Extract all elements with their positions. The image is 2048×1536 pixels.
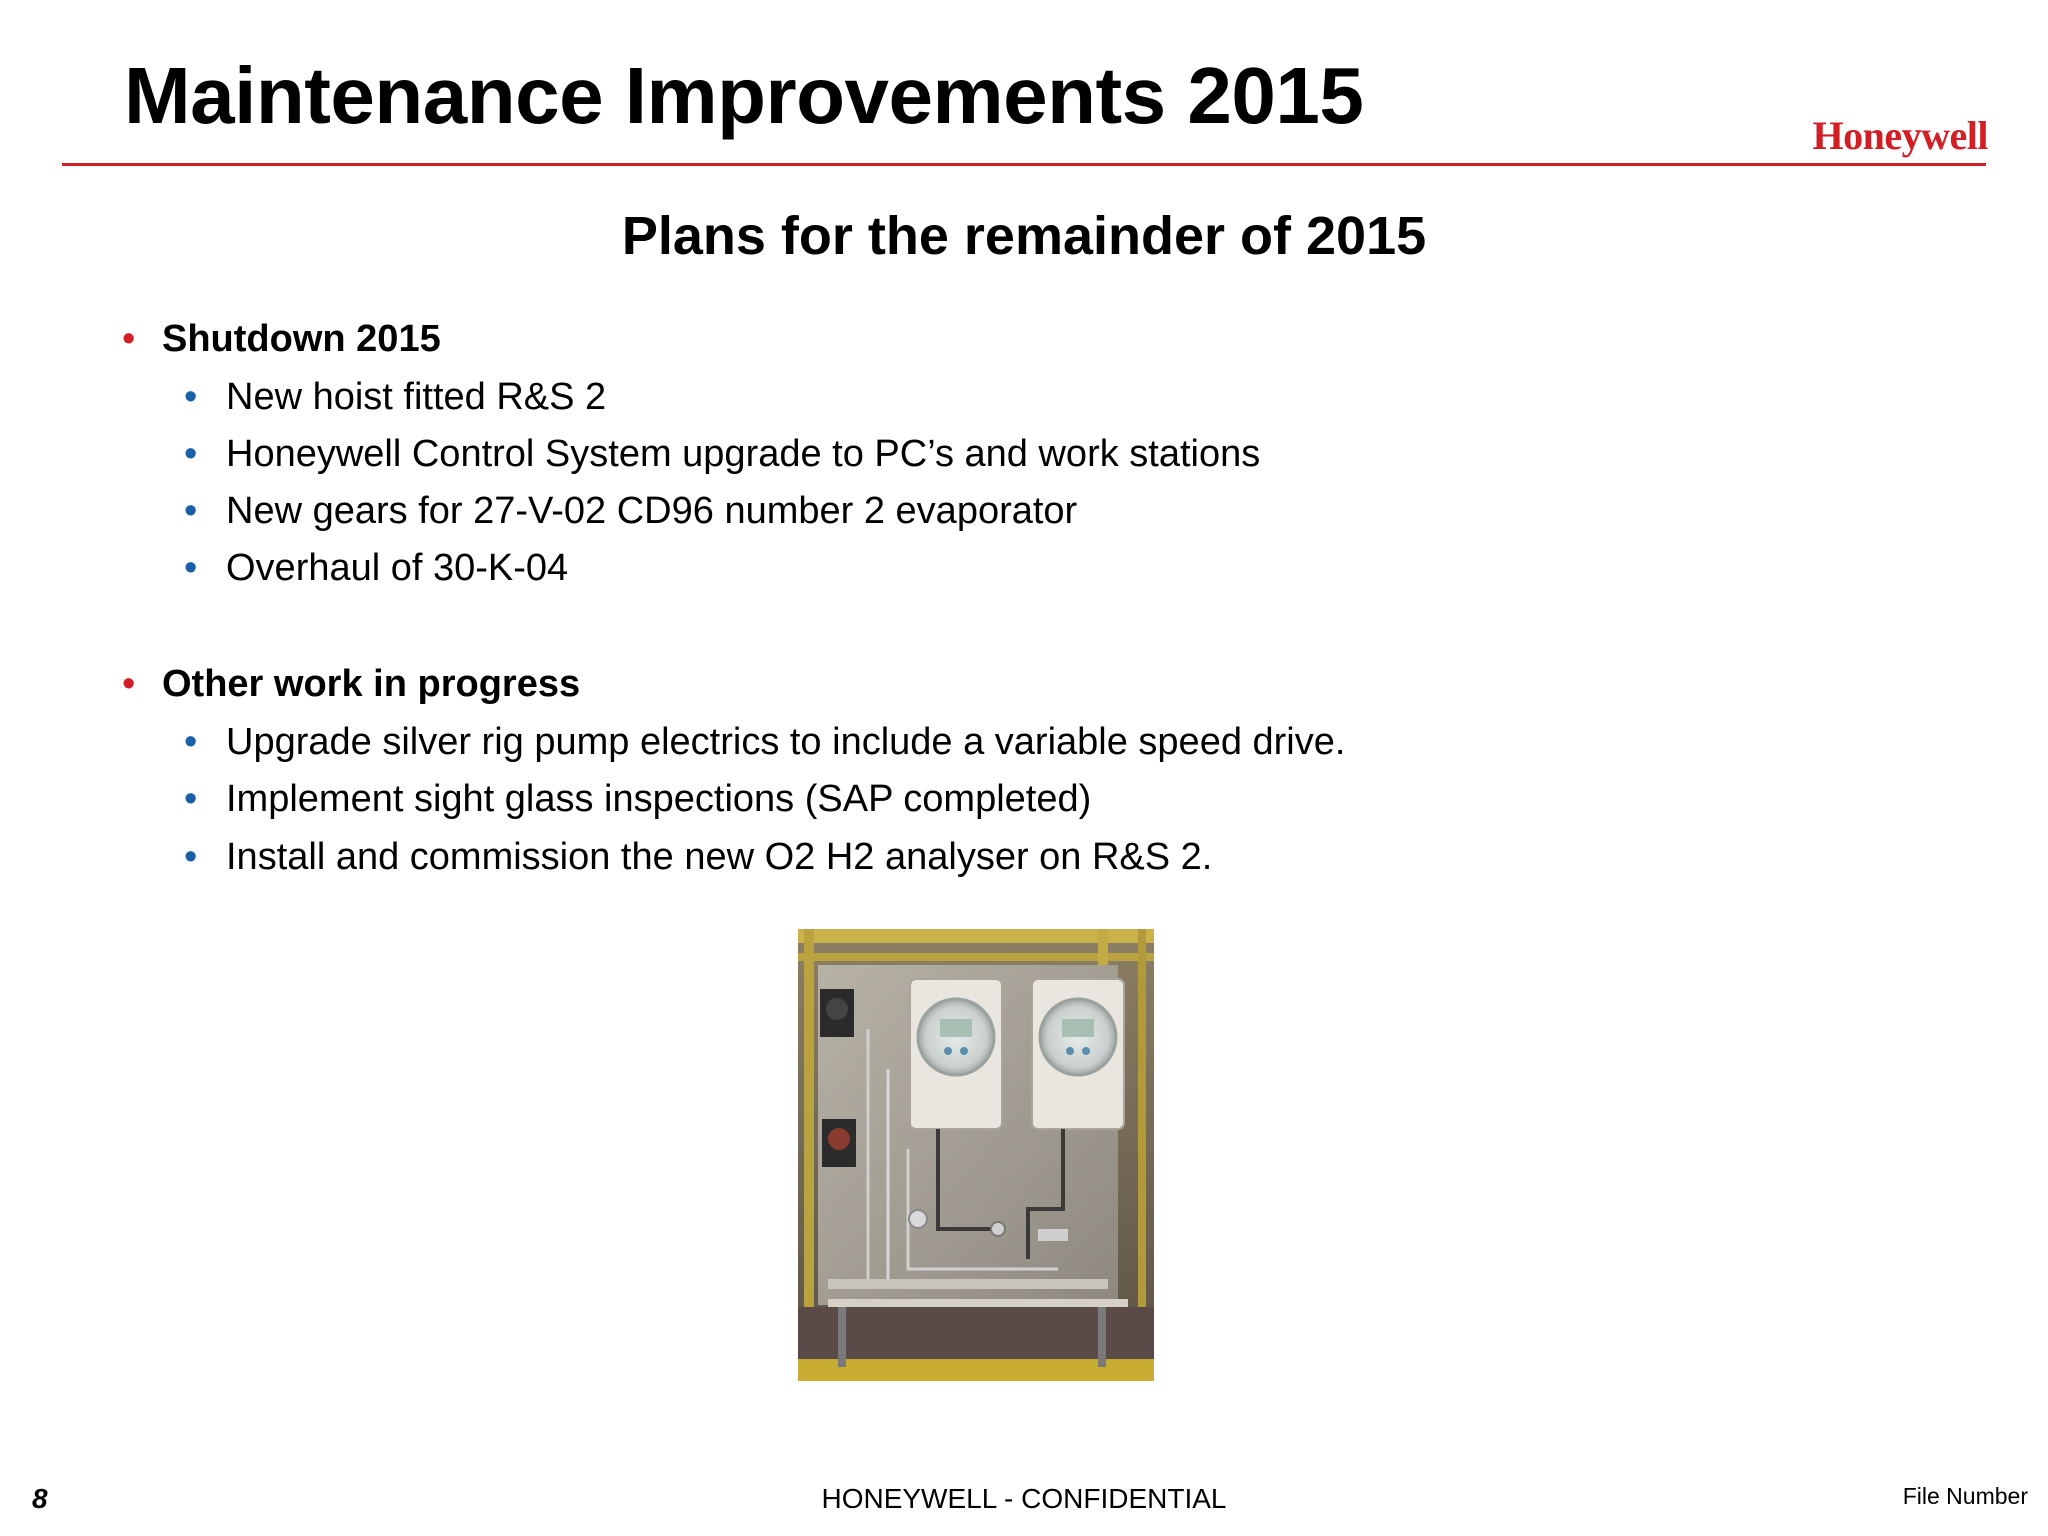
bullet-icon: •	[184, 778, 198, 820]
bullet-icon: •	[184, 721, 198, 763]
list-item	[184, 778, 1091, 821]
list-item-label: New gears for 27-V-02 CD96 number 2 evaporator	[226, 490, 1078, 532]
page-number: 8	[32, 1483, 48, 1514]
bullet-icon: •	[184, 547, 198, 589]
bullet-icon: •	[122, 318, 136, 360]
list-item-label: New hoist fitted R&S 2	[226, 376, 607, 418]
list-item-label: Overhaul of 30-K-04	[226, 547, 569, 589]
section-heading-label: Other work in progress	[162, 663, 581, 705]
file-number-label: File Number	[1902, 1483, 2028, 1509]
list-item-label: Install and commission the new O2 H2 analyser on R&S 2.	[226, 836, 1213, 878]
list-item	[184, 490, 1077, 533]
section-heading-other-work	[122, 663, 580, 706]
honeywell-logo: Honeywell	[1812, 113, 1988, 158]
list-item	[184, 836, 1212, 879]
analyser-panel-photo	[798, 929, 1154, 1381]
bullet-icon: •	[122, 663, 136, 705]
bullet-icon: •	[184, 376, 198, 418]
bullet-icon: •	[184, 433, 198, 475]
section-heading-label: Shutdown 2015	[162, 318, 441, 360]
list-item	[184, 547, 568, 590]
slide-subtitle: Plans for the remainder of 2015	[621, 206, 1427, 266]
slide-title: Maintenance Improvements 2015	[124, 51, 1364, 140]
list-item	[184, 376, 606, 419]
list-item	[184, 721, 1345, 764]
list-item	[184, 433, 1260, 476]
list-item-label: Implement sight glass inspections (SAP completed)	[226, 778, 1092, 820]
list-item-label: Upgrade silver rig pump electrics to include a variable speed drive.	[226, 721, 1346, 763]
confidential-label: HONEYWELL - CONFIDENTIAL	[821, 1483, 1227, 1514]
bullet-icon: •	[184, 490, 198, 532]
list-item-label: Honeywell Control System upgrade to PC’s and work stations	[226, 433, 1261, 475]
title-divider	[62, 163, 1986, 166]
section-heading-shutdown	[122, 318, 441, 361]
bullet-icon: •	[184, 836, 198, 878]
